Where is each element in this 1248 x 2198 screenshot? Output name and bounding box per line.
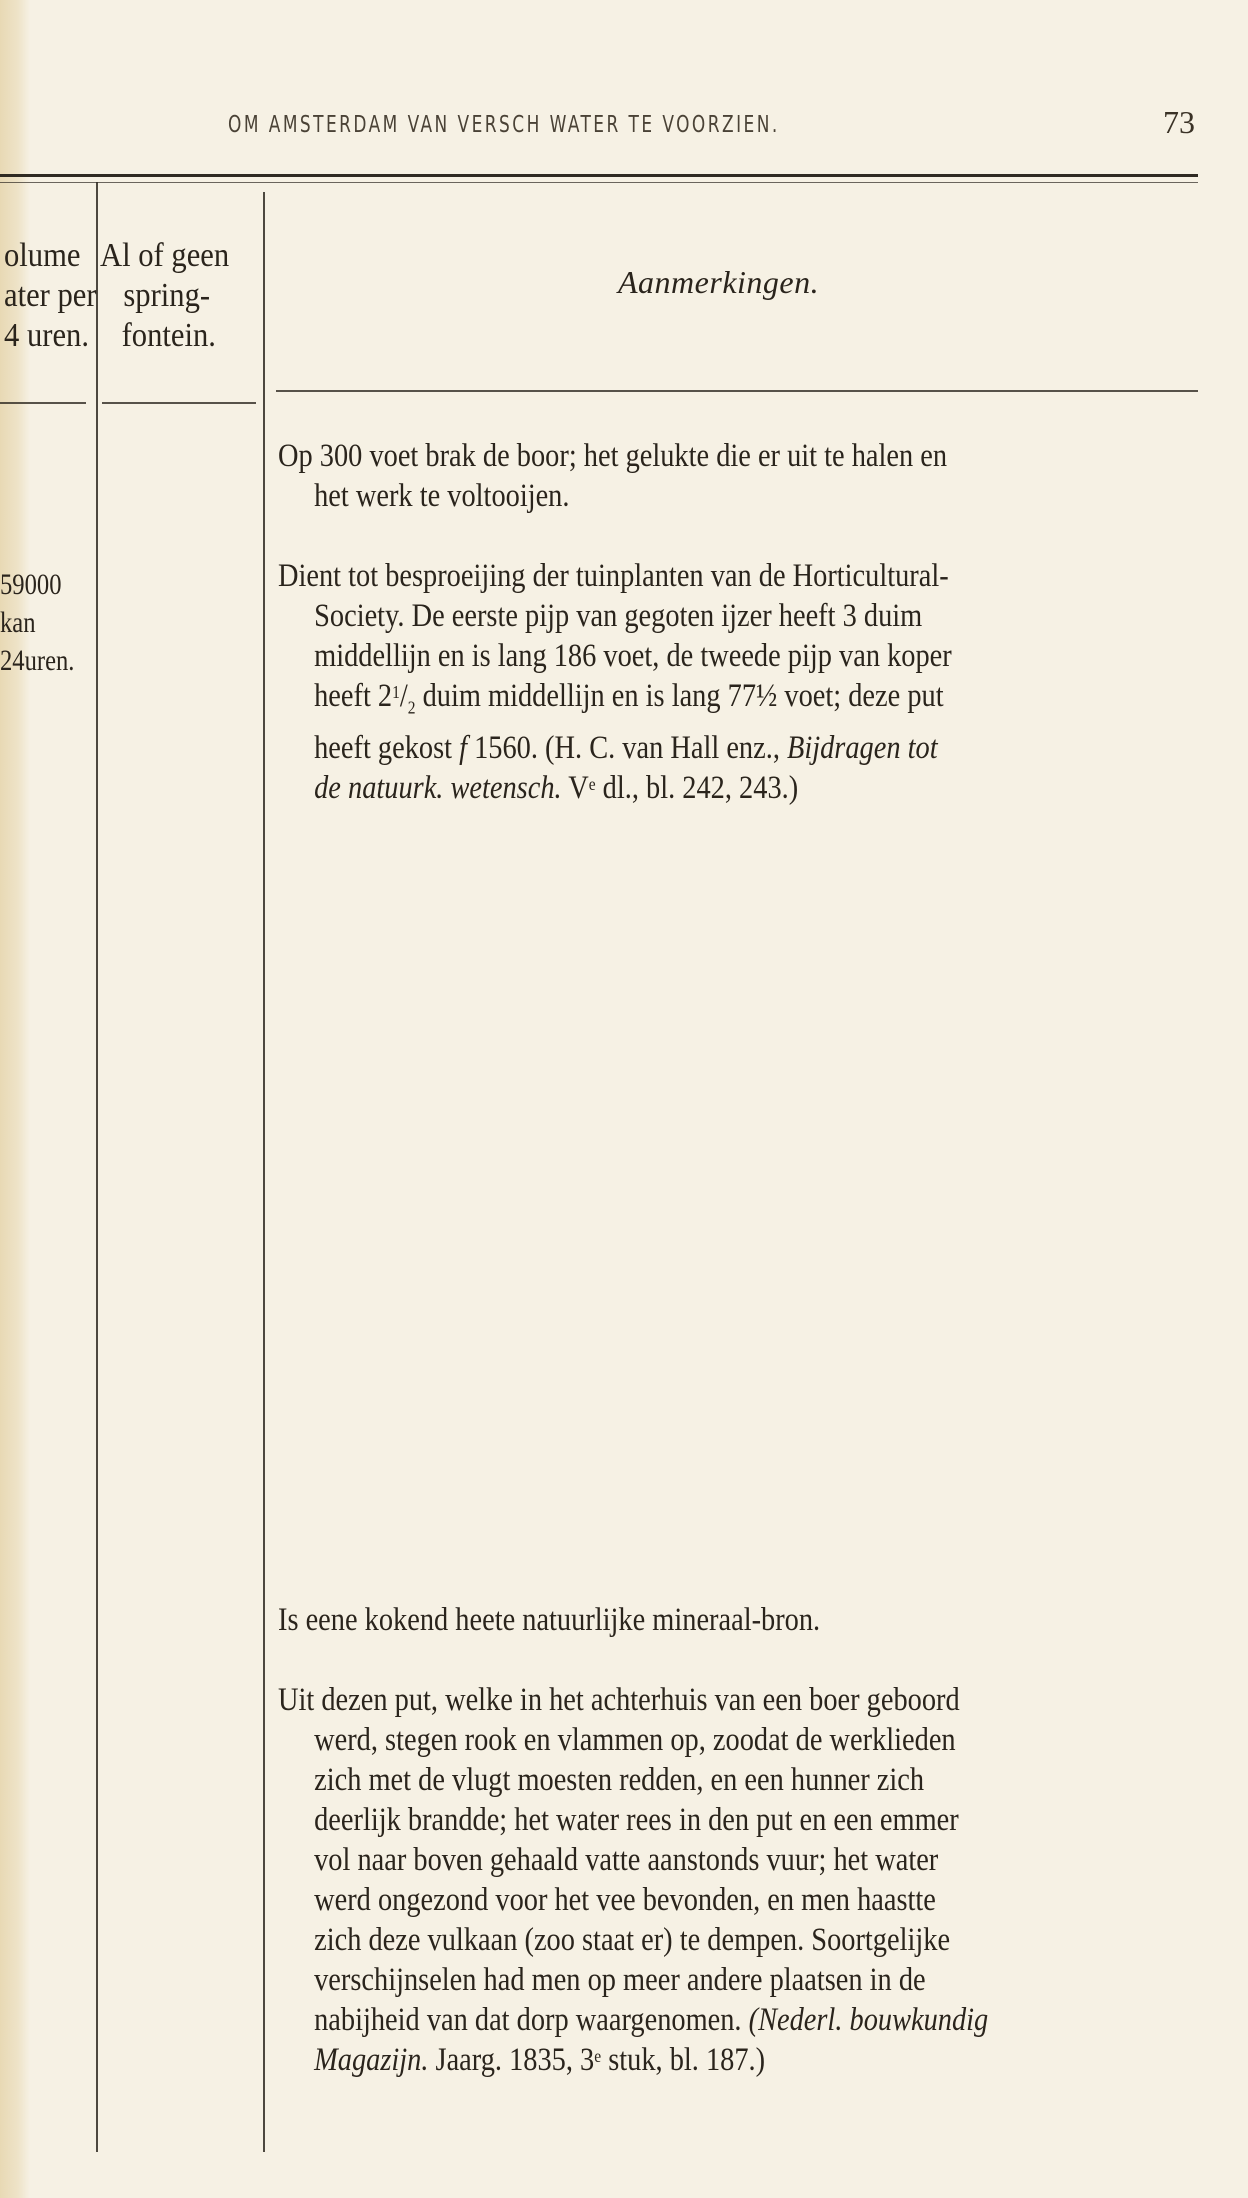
page-number: 73	[1163, 104, 1195, 140]
note-3: Is eene kokend heete natuurlijke mineraal-bron.	[278, 1602, 821, 1638]
column-divider-2	[263, 192, 265, 2152]
col-head-fontein: Al of geen spring- fontein.	[100, 237, 230, 354]
col-head-volume: olume ater per 4 uren.	[4, 237, 97, 354]
column-divider-1	[96, 182, 98, 2152]
header-underline-1	[0, 402, 86, 404]
col-head-notes: Aanmerkingen.	[618, 264, 820, 300]
top-double-rule	[0, 174, 1198, 177]
top-double-rule-thin	[0, 182, 1198, 183]
header-underline-3	[276, 390, 1198, 392]
note-2: Dient tot besproeijing der tuinplanten van de Horticultural- Society. De eerste pijp van gegoten ijzer heeft 3 duim middellijn en is lang 186 voet, de tweede pijp van koper heeft $2^1/_2$ duim middellijn en is lang 77½ voet; deze put heeft gekost f 1560. (H. C. van Hall enz., Bijdragen tot de natuurk. wetensch. Ve dl., bl. 242, 243.)	[278, 558, 952, 806]
note-4: Uit dezen put, welke in het achterhuis van een boer geboord werd, stegen rook en vlammen op, zoodat de werklieden zich met de vlugt moesten redden, en een hunner zich deerlijk brandde; het water rees in den put en een emmer vol naar boven gehaald vatte aanstonds vuur; het water werd ongezond voor het vee bevonden, en men haastte zich deze vulkaan (zoo staat er) te dempen. Soortgelijke verschijnselen had men op meer andere plaatsen in de nabijheid van dat dorp waargenomen. (Nederl. bouwkundig Magazijn. Jaarg. 1835, 3e stuk, bl. 187.)	[278, 1682, 989, 2078]
header-underline-2	[102, 402, 256, 404]
note-1: Op 300 voet brak de boor; het gelukte die er uit te halen en het werk te voltooijen.	[278, 438, 948, 514]
running-title: OM AMSTERDAM VAN VERSCH WATER TE VOORZIEN.	[228, 112, 780, 138]
page-header	[0, 100, 1248, 160]
volume-value: 59000 kan 24uren.	[0, 568, 75, 677]
